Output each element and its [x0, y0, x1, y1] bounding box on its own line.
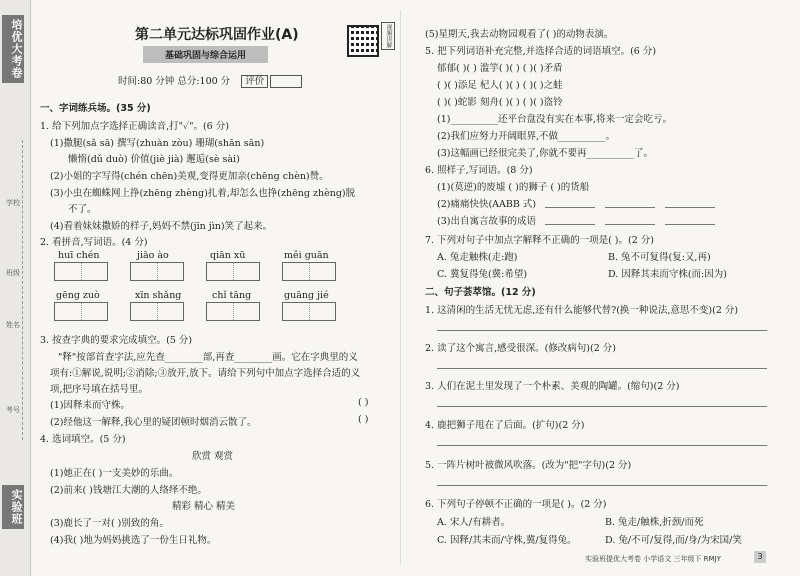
sentence-q2: 2. 读了这个寓言,感受很深。(修改病句)(2 分) — [425, 343, 616, 354]
question-1: 1. 给下列加点字选择正确读音,打"✓"。(6 分) — [40, 121, 229, 132]
sentence-q4: 4. 鹿把狮子甩在了后面。(扩句)(2 分) — [425, 420, 585, 431]
sentence-q6: 6. 下列句子停顿不正确的一项是( )。(2 分) — [425, 499, 607, 510]
q5-row-1: 郁郁( )( ) 滥竽( )( ) ( )( )矛盾 — [437, 63, 563, 74]
score-box[interactable] — [270, 75, 302, 88]
label-name: 姓名 — [6, 321, 20, 329]
score-label: 评价 — [241, 75, 268, 88]
section-2-heading: 二、句子荟萃馆。(12 分) — [425, 287, 536, 298]
pinyin-3: qiān xū — [210, 250, 246, 261]
qr-label: 视频讲解 — [381, 22, 395, 50]
answer-line[interactable] — [545, 224, 595, 225]
answer-line[interactable] — [437, 445, 767, 446]
q3-row-5: (2)经他这一解释,我心里的疑团顿时烟消云散了。 — [50, 417, 257, 428]
q5-fill-1: (1)__________还平台盘没有实在本事,将来一定会吃亏。 — [437, 114, 672, 125]
q3-row-2: 项有:①解说,说明;②消除;③放开,放下。请给下列句中加点字选择合适的义 — [50, 368, 361, 379]
answer-line[interactable] — [437, 406, 767, 407]
q3-row-3: 项,把序号填在括号里。 — [50, 384, 149, 395]
q1-row-6: (4)看着妹妹撒娇的样子,妈妈不禁(jīn jìn)笑了起来。 — [50, 221, 273, 232]
answer-line[interactable] — [545, 207, 595, 208]
q4-row-5: (5)星期天,我去动物园观看了( )的动物表演。 — [425, 29, 614, 40]
pinyin-2: jiāo ào — [137, 250, 169, 261]
answer-line[interactable] — [437, 368, 767, 369]
answer-paren[interactable]: ( ) — [358, 397, 369, 408]
q1-row-2: 懒惰(dǔ duò) 价值(jiè jià) 邂逅(sè sài) — [68, 154, 240, 165]
q4-word-bank-1: 欣赏 观赏 — [192, 451, 234, 462]
q7-option-c[interactable]: C. 冀复得兔(冀:希望) — [437, 269, 528, 280]
q6-row-1: (1)(莫逆)的废墟 ( )的狮子 ( )的货船 — [437, 182, 590, 193]
qr-code-icon[interactable] — [347, 25, 379, 57]
q4-row-2: (2)前来( )钱塘江大潮的人络绎不绝。 — [50, 485, 207, 496]
q1-row-3: (2)小姐的字写得(chén chēn)美观,变得更加亲(chēng chèn)赞。 — [50, 171, 329, 182]
pinyin-1: huī chén — [58, 250, 100, 261]
q1-row-1: (1)撒腿(sǎ sā) 撰写(zhuàn zòu) 珊瑚(shān sān) — [50, 138, 265, 149]
write-box[interactable] — [130, 302, 184, 321]
pinyin-8: guāng jié — [284, 290, 329, 301]
q6-row-3: (3)出自寓言故事的成语 — [437, 216, 536, 227]
pinyin-6: xīn shǎng — [135, 290, 182, 301]
question-7: 7. 下列对句子中加点字解释不正确的一项是( )。(2 分) — [425, 235, 654, 246]
answer-line[interactable] — [605, 224, 655, 225]
q5-fill-2: (2)我们应努力开阔眼界,不做__________。 — [437, 131, 615, 142]
footer-text: 实验班提优大考卷 小学语文 三年级下 RMJY — [585, 555, 721, 563]
answer-line[interactable] — [437, 485, 767, 486]
question-2: 2. 看拼音,写词语。(4 分) — [40, 237, 148, 248]
sq6-option-b[interactable]: B. 兔走/触株,折颈/而死 — [605, 517, 704, 528]
write-box[interactable] — [282, 302, 336, 321]
answer-line[interactable] — [665, 224, 715, 225]
write-box[interactable] — [206, 302, 260, 321]
cut-line — [22, 140, 23, 440]
question-5: 5. 把下列词语补充完整,并选择合适的词语填空。(6 分) — [425, 46, 657, 57]
page-subtitle: 基础巩固与综合运用 — [143, 46, 268, 63]
sq6-option-c[interactable]: C. 因释/其耒而/守株,冀/复得兔。 — [437, 535, 577, 546]
q5-row-3: ( )( )蛇影 刻舟( )( ) ( )( )盗铃 — [437, 97, 563, 108]
q4-row-4: (4)我( )地为妈妈挑选了一份生日礼物。 — [50, 535, 217, 546]
page-title: 第二单元达标巩固作业(A) — [135, 27, 299, 43]
pinyin-5: gēng zuò — [56, 290, 100, 301]
brand-logo-top: 培优大考卷 — [2, 15, 24, 83]
label-class: 班级 — [6, 269, 20, 277]
time-score: 时间:80 分钟 总分:100 分 — [118, 76, 231, 87]
q3-row-4: (1)因释耒而守株。 — [50, 400, 130, 411]
answer-paren[interactable]: ( ) — [358, 414, 369, 425]
sentence-q3: 3. 人们在泥土里发现了一个朴素、美观的陶罐。(缩句)(2 分) — [425, 381, 680, 392]
page-number: 3 — [754, 551, 766, 563]
question-3: 3. 按查字典的要求完成填空。(5 分) — [40, 335, 193, 346]
q3-row-1: "释"按部首查字法,应先查________部,再查________画。它在字典里的义 — [58, 352, 358, 363]
write-box[interactable] — [130, 262, 184, 281]
brand-logo-bottom: 实验班 — [2, 485, 24, 529]
answer-line[interactable] — [665, 207, 715, 208]
q6-row-2: (2)痛痛快快(AABB 式) — [437, 199, 537, 210]
side-binding-strip — [0, 0, 31, 576]
write-box[interactable] — [282, 262, 336, 281]
q4-row-3: (3)鹿长了一对( )别致的角。 — [50, 518, 169, 529]
section-1-heading: 一、字词练兵场。(35 分) — [40, 103, 151, 114]
sq6-option-d[interactable]: D. 兔/不可/复得,而/身/为宋国/笑 — [605, 535, 742, 546]
pinyin-7: chǐ tāng — [212, 290, 252, 301]
question-6: 6. 照样子,写词语。(8 分) — [425, 165, 533, 176]
q7-option-b[interactable]: B. 兔不可复得(复:又,再) — [608, 252, 711, 263]
answer-line[interactable] — [437, 330, 767, 331]
sentence-q5: 5. 一阵片树叶被微风吹落。(改为"把"字句)(2 分) — [425, 460, 632, 471]
q5-row-2: ( )( )添足 杞人( )( ) ( )( )之蛙 — [437, 80, 563, 91]
column-divider — [400, 10, 401, 565]
question-4: 4. 选词填空。(5 分) — [40, 434, 126, 445]
write-box[interactable] — [206, 262, 260, 281]
q7-option-a[interactable]: A. 兔走触株(走:跑) — [437, 252, 518, 263]
label-school: 学校 — [6, 199, 20, 207]
meta-info — [118, 73, 302, 88]
q1-row-5: 不了。 — [68, 204, 97, 215]
label-id: 考号 — [6, 406, 20, 414]
q7-option-d[interactable]: D. 因释其耒而守株(而:因为) — [608, 269, 727, 280]
sq6-option-a[interactable]: A. 宋人/有耕者。 — [437, 517, 511, 528]
q1-row-4: (3)小虫在蜘蛛网上挣(zhēng zhèng)扎着,却怎么也挣(zhēng zhèng)脱 — [50, 188, 356, 199]
q4-word-bank-2: 精彩 精心 精美 — [172, 501, 236, 512]
write-box[interactable] — [54, 302, 108, 321]
pinyin-4: měi guān — [284, 250, 329, 261]
sentence-q1: 1. 这清闲的生活无忧无虑,还有什么能够代替?(换一种说法,意思不变)(2 分) — [425, 305, 739, 316]
write-box[interactable] — [54, 262, 108, 281]
answer-line[interactable] — [605, 207, 655, 208]
q4-row-1: (1)她正在( )一支美妙的乐曲。 — [50, 468, 179, 479]
q5-fill-3: (3)这幅画已经很完美了,你就不要再__________了。 — [437, 148, 653, 159]
